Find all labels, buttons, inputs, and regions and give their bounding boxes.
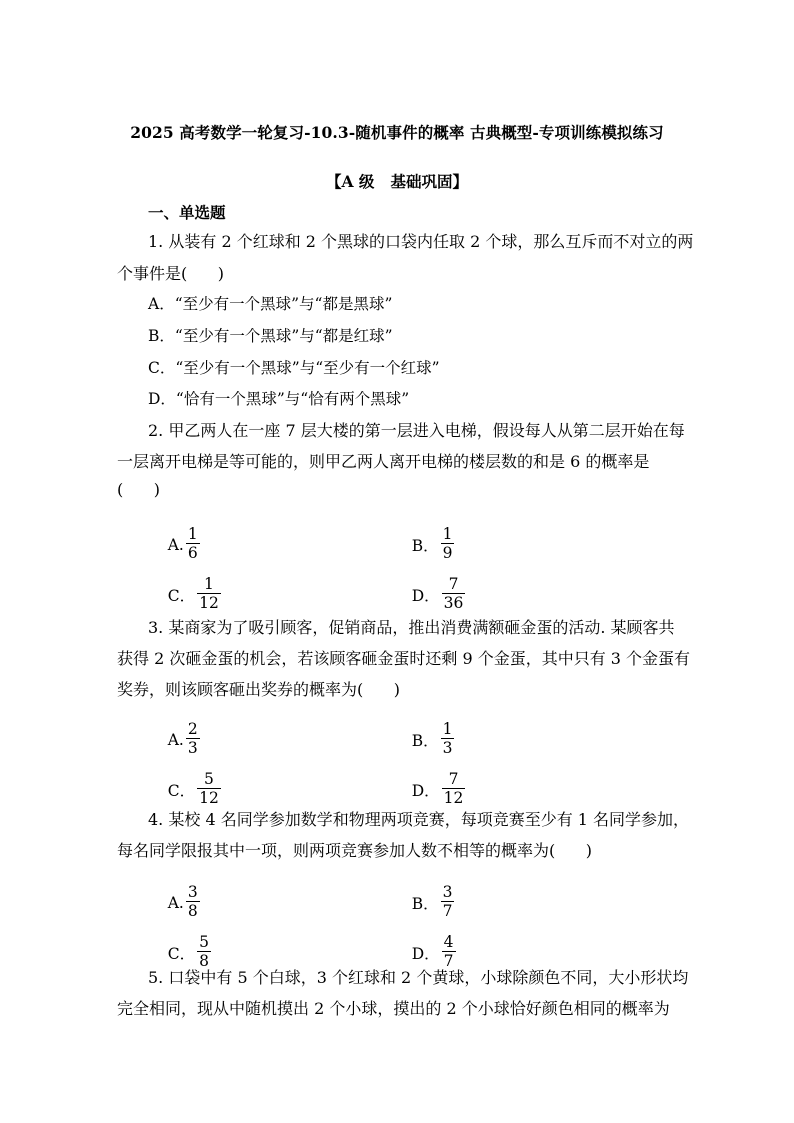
numerator: 1 bbox=[187, 525, 198, 543]
fraction bbox=[186, 720, 200, 757]
q1-option-a: A．“至少有一个黑球”与“都是黑球” bbox=[148, 295, 393, 313]
numerator: 7 bbox=[442, 575, 466, 594]
q2-line-2: 一层离开电梯是等可能的，则甲乙两人离开电梯的楼层数的和是 6 的概率是 bbox=[117, 452, 650, 471]
q3-line-1: 3. 某商家为了吸引顾客，促销商品，推出消费满额砸金蛋的活动. 某顾客共 bbox=[148, 618, 675, 637]
fraction bbox=[186, 525, 200, 562]
denominator: 7 bbox=[442, 902, 453, 920]
section-heading: 一、单选题 bbox=[148, 203, 226, 222]
denominator: 12 bbox=[443, 789, 464, 807]
q2-line-3: ( ) bbox=[117, 480, 160, 499]
denominator: 8 bbox=[187, 902, 198, 920]
q1-option-b: B．“至少有一个黑球”与“都是红球” bbox=[148, 327, 393, 345]
q3-line-2: 获得 2 次砸金蛋的机会，若该顾客砸金蛋时还剩 9 个金蛋，其中只有 3 个金蛋有 bbox=[117, 649, 691, 668]
option-label: B． bbox=[411, 731, 439, 750]
numerator: 1 bbox=[442, 720, 453, 738]
option-label: A. bbox=[167, 730, 184, 749]
option-label: A. bbox=[167, 535, 184, 554]
q1-line-1: 1. 从装有 2 个红球和 2 个黑球的口袋内任取 2 个球，那么互斥而不对立的两 bbox=[148, 232, 694, 251]
fraction bbox=[441, 525, 455, 562]
q5-line-2: 完全相同，现从中随机摸出 2 个小球，摸出的 2 个小球恰好颜色相同的概率为 bbox=[117, 999, 670, 1018]
fraction bbox=[197, 770, 221, 807]
fraction bbox=[442, 770, 466, 807]
denominator: 8 bbox=[199, 952, 209, 970]
q1-line-2: 个事件是( ) bbox=[117, 264, 225, 283]
q2-line-1: 2. 甲乙两人在一座 7 层大楼的第一层进入电梯，假设每人从第二层开始在每 bbox=[148, 421, 685, 440]
q1-option-d: D．“恰有一个黑球”与“恰有两个黑球” bbox=[148, 390, 410, 408]
fraction bbox=[186, 883, 200, 920]
option-label: A. bbox=[167, 893, 184, 912]
q4-line-2: 每名同学限报其中一项，则两项竞赛参加人数不相等的概率为( ) bbox=[117, 841, 593, 860]
denominator: 3 bbox=[187, 739, 198, 757]
numerator: 5 bbox=[199, 933, 209, 951]
fraction bbox=[441, 883, 455, 920]
document-title: 2025 高考数学一轮复习-10.3-随机事件的概率 古典概型-专项训练模拟练习 bbox=[130, 123, 664, 142]
q1-option-c: C．“至少有一个黑球”与“至少有一个红球” bbox=[148, 359, 440, 377]
denominator: 7 bbox=[443, 952, 454, 970]
denominator: 3 bbox=[442, 739, 453, 757]
option-label: C． bbox=[167, 944, 196, 963]
q5-line-1: 5. 口袋中有 5 个白球，3 个红球和 2 个黄球，小球除颜色不同，大小形状均 bbox=[148, 968, 689, 987]
option-label: D． bbox=[411, 781, 440, 800]
numerator: 7 bbox=[442, 770, 466, 789]
option-label: C． bbox=[167, 586, 196, 605]
denominator: 12 bbox=[199, 594, 219, 612]
numerator: 3 bbox=[442, 883, 453, 901]
fraction bbox=[442, 575, 466, 612]
level-heading: 【A 级 基础巩固】 bbox=[325, 172, 469, 191]
fraction bbox=[441, 720, 455, 757]
numerator: 1 bbox=[442, 525, 453, 543]
option-label: B． bbox=[411, 536, 439, 555]
option-label: D． bbox=[411, 586, 440, 605]
numerator: 1 bbox=[197, 575, 221, 594]
q3-line-3: 奖券，则该顾客砸出奖券的概率为( ) bbox=[117, 680, 401, 699]
numerator: 2 bbox=[187, 720, 198, 738]
denominator: 6 bbox=[187, 544, 198, 562]
option-label: C． bbox=[167, 781, 196, 800]
q4-line-1: 4. 某校 4 名同学参加数学和物理两项竞赛，每项竞赛至少有 1 名同学参加， bbox=[148, 810, 690, 829]
numerator: 3 bbox=[187, 883, 198, 901]
denominator: 12 bbox=[199, 789, 219, 807]
denominator: 9 bbox=[442, 544, 453, 562]
denominator: 36 bbox=[443, 594, 464, 612]
numerator: 4 bbox=[443, 933, 454, 951]
fraction bbox=[197, 575, 221, 612]
option-label: B． bbox=[411, 894, 439, 913]
option-label: D． bbox=[411, 944, 440, 963]
numerator: 5 bbox=[197, 770, 221, 789]
